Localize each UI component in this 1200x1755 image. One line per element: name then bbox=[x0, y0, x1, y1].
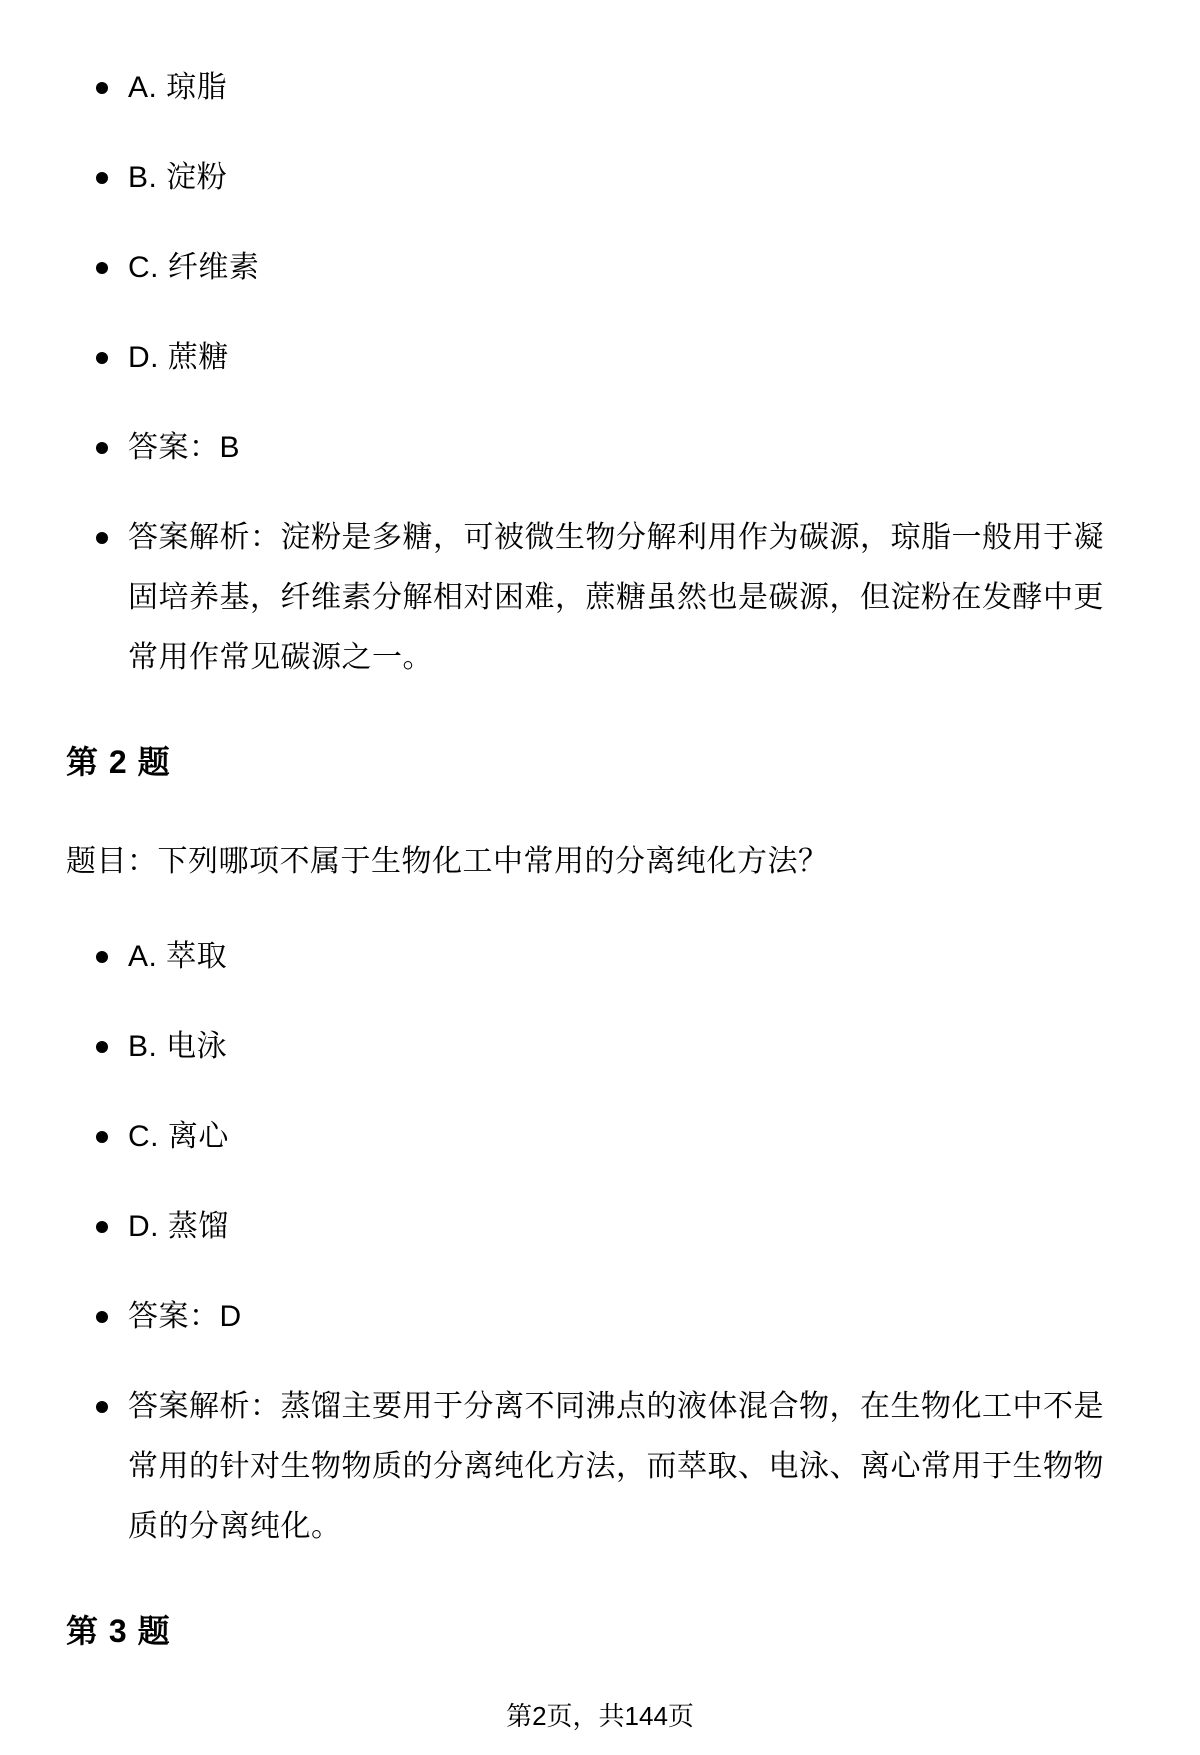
question1-option-d: D. 蔗糖 bbox=[66, 328, 1134, 388]
question2-option-b: B. 电泳 bbox=[66, 1017, 1134, 1077]
question1-option-c: C. 纤维素 bbox=[66, 238, 1134, 298]
question1-list bbox=[66, 58, 1134, 688]
question2-analysis: 答案解析：蒸馏主要用于分离不同沸点的液体混合物，在生物化工中不是常用的针对生物物质的分离纯化方法，而萃取、电泳、离心常用于生物物质的分离纯化。 bbox=[66, 1377, 1134, 1557]
question1-answer: 答案：B bbox=[66, 418, 1134, 478]
question1-option-a: A. 琼脂 bbox=[66, 58, 1134, 118]
question1-option-b: B. 淀粉 bbox=[66, 148, 1134, 208]
question2-heading: 第 2 题 bbox=[66, 744, 171, 780]
question2-option-c: C. 离心 bbox=[66, 1107, 1134, 1167]
question2-option-d: D. 蒸馏 bbox=[66, 1197, 1134, 1257]
question2-answer: 答案：D bbox=[66, 1287, 1134, 1347]
question2-list bbox=[66, 927, 1134, 1557]
question1-analysis: 答案解析：淀粉是多糖，可被微生物分解利用作为碳源，琼脂一般用于凝固培养基，纤维素分解相对困难，蔗糖虽然也是碳源，但淀粉在发酵中更常用作常见碳源之一。 bbox=[66, 508, 1134, 688]
question2-option-a: A. 萃取 bbox=[66, 927, 1134, 987]
page-footer: 第2页，共144页 bbox=[506, 1701, 694, 1731]
question2-title: 题目：下列哪项不属于生物化工中常用的分离纯化方法？ bbox=[66, 845, 829, 878]
question3-heading: 第 3 题 bbox=[66, 1613, 171, 1649]
